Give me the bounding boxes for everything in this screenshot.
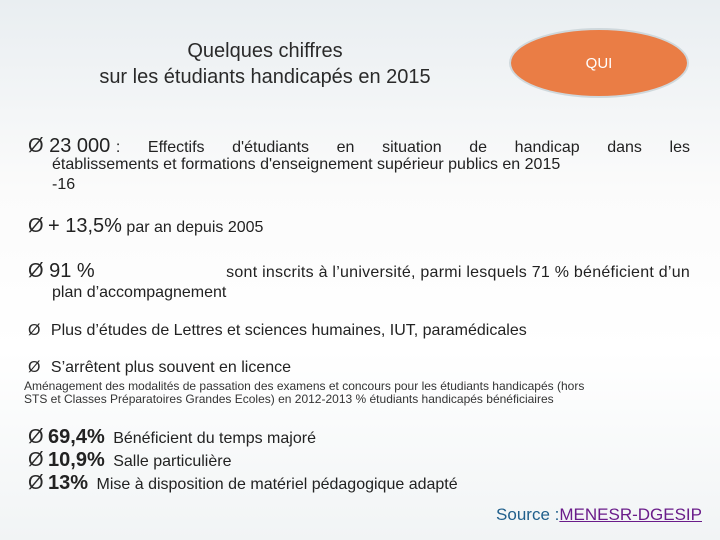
measure-materiel-text: Mise à disposition de matériel pédagogique adapté	[96, 476, 458, 493]
bullet-arrow-icon: Ø	[28, 322, 41, 339]
source-citation	[496, 505, 702, 525]
stat-effectifs-word: handicap	[514, 139, 580, 156]
bullet-arrow-icon: Ø	[28, 215, 44, 237]
source-link[interactable]: MENESR-DGESIP	[559, 505, 702, 524]
bullet-arrow-icon: Ø	[28, 135, 44, 157]
stat-croissance-value: + 13,5%	[48, 215, 122, 237]
stat-etudes	[28, 322, 527, 340]
title-line-2: sur les étudiants handicapés en 2015	[99, 66, 431, 88]
stat-effectifs-word: en	[336, 139, 355, 156]
bullet-arrow-icon: Ø	[28, 260, 44, 282]
amenagement-line-2: STS et Classes Préparatoires Grandes Ecoles) en 2012-2013 % étudiants handicapés bénéficiaires	[24, 392, 554, 406]
measure-materiel	[28, 472, 458, 495]
stat-effectifs-line2: établissements et formations d'enseignement supérieur publics en 2015	[52, 156, 561, 173]
bullet-arrow-icon: Ø	[28, 472, 44, 494]
stat-licence	[28, 359, 291, 377]
measure-salle-value: 10,9%	[48, 449, 105, 471]
bullet-arrow-icon: Ø	[28, 359, 41, 376]
stat-effectifs-line3: -16	[52, 176, 76, 193]
amenagement-line-1: Aménagement des modalités de passation des examens et concours pour les étudiants handicapés (hors	[24, 379, 585, 393]
stat-effectifs-word: dans	[607, 139, 642, 156]
stat-effectifs-word: Effectifs	[147, 139, 205, 156]
stat-effectifs-word: de	[469, 139, 488, 156]
qui-label: QUI	[585, 54, 613, 72]
stat-croissance	[28, 215, 263, 238]
stat-effectifs-word: situation	[382, 139, 442, 156]
bullet-arrow-icon: Ø	[28, 449, 44, 471]
measure-salle-text: Salle particulière	[113, 453, 232, 470]
bullet-arrow-icon: Ø	[28, 426, 44, 448]
title-line-1: Quelques chiffres	[187, 40, 343, 62]
measure-salle	[28, 449, 231, 472]
stat-universite-value: 91 %	[49, 260, 95, 282]
slide-title	[40, 38, 490, 90]
measure-temps-majore	[28, 426, 316, 449]
stat-effectifs-number: 23 000	[49, 135, 111, 157]
stat-effectifs-value	[28, 135, 120, 158]
measure-temps-majore-text: Bénéficient du temps majoré	[113, 430, 316, 447]
stat-effectifs-word: d'étudiants	[232, 139, 310, 156]
source-prefix: Source :	[496, 505, 560, 524]
measure-temps-majore-value: 69,4%	[48, 426, 105, 448]
stat-effectifs-sep: :	[115, 139, 121, 156]
stat-licence-text: S’arrêtent plus souvent en licence	[50, 359, 292, 376]
stat-universite-head	[28, 260, 95, 283]
stat-effectifs	[28, 135, 690, 158]
stat-effectifs-word: les	[669, 139, 690, 156]
stat-etudes-text: Plus d’études de Lettres et sciences humaines, IUT, paramédicales	[50, 322, 527, 339]
stat-universite	[28, 260, 690, 283]
stat-universite-line2: plan d’accompagnement	[52, 284, 227, 301]
stat-universite-text: sont inscrits à l’université, parmi lesquels 71 % bénéficient d’un	[226, 264, 690, 281]
measure-materiel-value: 13%	[48, 472, 89, 494]
qui-button[interactable]	[509, 28, 689, 98]
stat-croissance-text: par an depuis 2005	[126, 219, 264, 236]
